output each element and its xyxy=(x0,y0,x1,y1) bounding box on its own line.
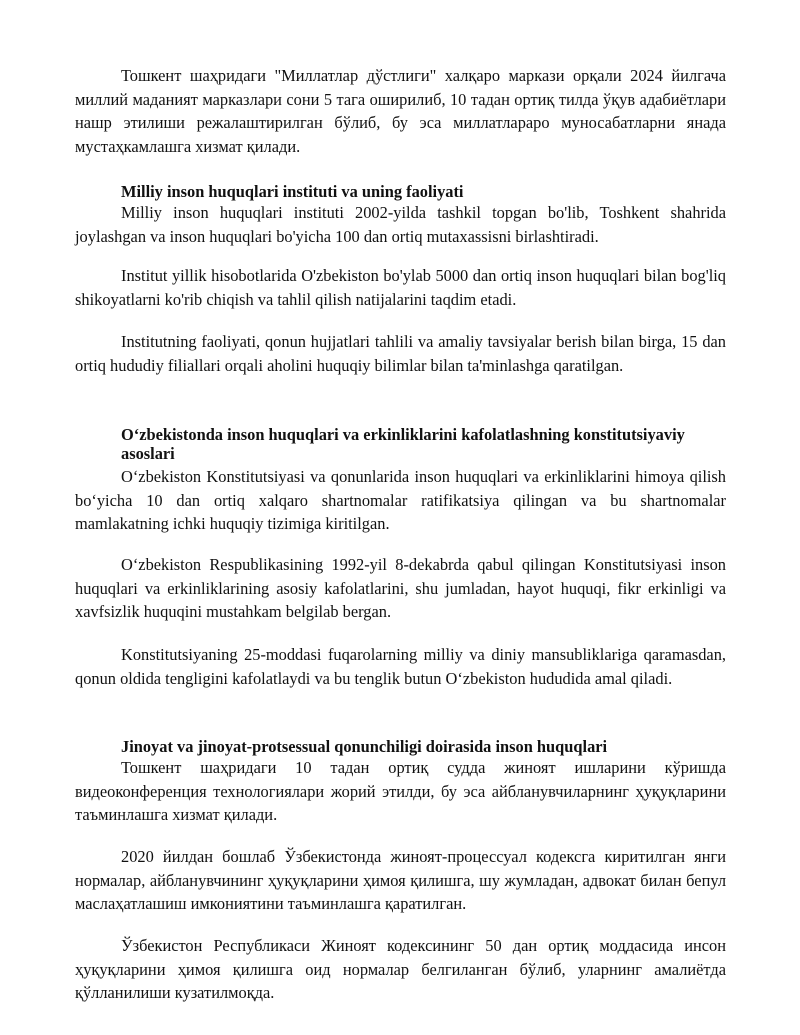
paragraph-block xyxy=(75,264,726,311)
paragraph-block xyxy=(75,330,726,377)
paragraph: Ўзбекистон Республикаси Жиноят кодексининг 50 дан ортиқ моддасида инсон ҳуқуқларини ҳимоя қилишга оид нормалар белгиланган бўлиб, уларнинг амалиётда қўлланилиши кузатилмоқда. xyxy=(75,936,726,1002)
paragraph: O‘zbekiston Konstitutsiyasi va qonunlarida inson huquqlari va erkinliklarini himoya qilish bo‘yicha 10 dan ortiq xalqaro shartnomalar ratifikatsiya qilingan va bu shartnomalar mamlakatning ichki huquqiy tizimiga kiritilgan. xyxy=(75,467,726,533)
paragraph-block xyxy=(75,64,726,158)
paragraph-block xyxy=(75,756,726,827)
paragraph-block xyxy=(75,643,726,690)
paragraph-block xyxy=(75,934,726,1005)
section-heading: Jinoyat va jinoyat-protsessual qonunchiligi doirasida inson huquqlari xyxy=(121,737,608,756)
paragraph: Тошкент шаҳридаги "Миллатлар дўстлиги" халқаро маркази орқали 2024 йилгача миллий маданият марказлари сони 5 тага оширилиб, 10 тадан ортиқ тилда ўқув адабиётлари нашр этилиши режалаштирилган бўлиб, бу эса миллатлараро муносабатларни янада мустаҳкамлашга хизмат қилади. xyxy=(75,66,726,156)
paragraph: Milliy inson huquqlari instituti 2002-yilda tashkil topgan bo'lib, Toshkent shahrida joylashgan va inson huquqlari bo'yicha 100 dan ortiq mutaxassisni birlashtiradi. xyxy=(75,203,726,246)
paragraph-block xyxy=(75,553,726,624)
paragraph: Institut yillik hisobotlarida O'zbekiston bo'ylab 5000 dan ortiq inson huquqlari bilan bog'liq shikoyatlarni ko'rib chiqish va tahlil qilish natijalarini taqdim etadi. xyxy=(75,266,726,309)
paragraph-block xyxy=(75,845,726,916)
paragraph-block xyxy=(75,201,726,248)
section-heading: Milliy inson huquqlari instituti va uning faoliyati xyxy=(121,182,464,201)
paragraph: O‘zbekiston Respublikasining 1992-yil 8-dekabrda qabul qilingan Konstitutsiyasi inson huquqlari va erkinliklarining asosiy kafolatlarini, shu jumladan, hayot huquqi, fikr erkinligi va xavfsizlik huquqini mustahkam belgilab bergan. xyxy=(75,555,726,621)
section-heading: O‘zbekistonda inson huquqlari va erkinliklarini kafolatlashning konstitutsiyaviy asoslari xyxy=(121,425,685,463)
paragraph-block xyxy=(75,465,726,536)
paragraph: Тошкент шаҳридаги 10 тадан ортиқ судда жиноят ишларини кўришда видеоконференция технологиялари жорий этилди, бу эса айбланувчиларнинг ҳуқуқларини таъминлашга хизмат қилади. xyxy=(75,758,726,824)
section-heading-block xyxy=(75,182,726,201)
paragraph: Institutning faoliyati, qonun hujjatlari tahlili va amaliy tavsiyalar berish bilan birga, 15 dan ortiq hududiy filiallari orqali aholini huquqiy bilimlar bilan ta'minlashga qaratilgan. xyxy=(75,332,726,375)
section-heading-block xyxy=(75,737,726,756)
paragraph: Konstitutsiyaning 25-moddasi fuqarolarning milliy va diniy mansubliklariga qaramasdan, qonun oldida tengligini kafolatlaydi va bu tenglik butun O‘zbekiston hududida amal qiladi. xyxy=(75,645,726,688)
section-heading-block xyxy=(75,425,726,463)
paragraph: 2020 йилдан бошлаб Ўзбекистонда жиноят-процессуал кодексга киритилган янги нормалар, айбланувчининг ҳуқуқларини ҳимоя қилишга, шу жумладан, адвокат билан бепул маслаҳатлашиш имкониятини таъминлашга қаратилган. xyxy=(75,847,726,913)
